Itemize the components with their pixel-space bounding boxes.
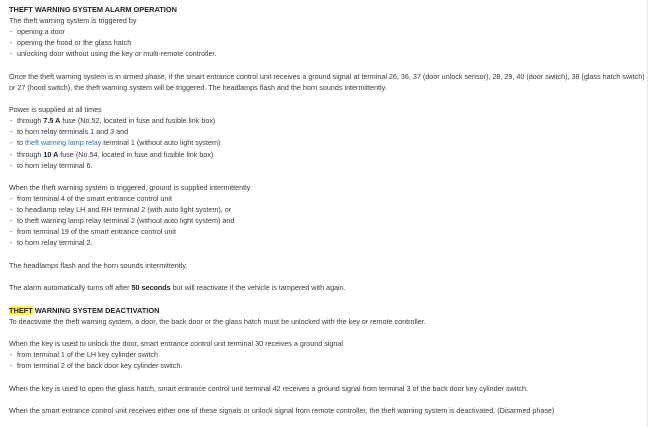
triggered-intro: The theft warning system is triggered by bbox=[9, 16, 137, 25]
bullet-marker: - bbox=[10, 149, 13, 159]
list-item bbox=[9, 160, 645, 171]
bullet-marker: - bbox=[10, 138, 13, 148]
fuse-rating: 7.5 A bbox=[43, 116, 61, 126]
list-item-text: to horn relay terminal 2. bbox=[17, 238, 93, 248]
list-item-text: from terminal 1 of the LH key cylinder switch bbox=[17, 350, 159, 360]
bullet-marker: - bbox=[10, 194, 13, 204]
list-item bbox=[9, 204, 645, 215]
key-unlock-intro: When the key is used to unlock the door, smart entrance control unit terminal 30 receives a ground signal bbox=[9, 339, 344, 349]
document-body bbox=[9, 4, 645, 416]
key-signal-list bbox=[9, 349, 645, 371]
list-item bbox=[9, 360, 645, 371]
highlighted-text: THEFT bbox=[9, 305, 33, 315]
page-edge bbox=[647, 0, 648, 427]
list-item bbox=[9, 237, 645, 248]
bullet-marker: - bbox=[10, 127, 13, 137]
section-title-text: WARNING SYSTEM DEACTIVATION bbox=[32, 305, 160, 315]
bullet-marker: - bbox=[10, 160, 13, 170]
list-item-text: opening a door bbox=[17, 27, 65, 37]
list-item-text: to horn relay terminals 1 and 3 and bbox=[17, 127, 129, 137]
list-item-text: unlocking door without using the key or multi-remote controller. bbox=[17, 49, 217, 59]
list-item-text: to horn relay terminal 6. bbox=[17, 160, 93, 170]
power-intro: Power is supplied at all times bbox=[9, 105, 102, 115]
bullet-marker: - bbox=[10, 116, 13, 126]
list-item-text: from terminal 2 of the back door key cylinder switch. bbox=[17, 361, 183, 371]
list-item bbox=[9, 215, 645, 226]
bullet-marker: - bbox=[10, 216, 13, 226]
list-item bbox=[9, 149, 645, 160]
list-item bbox=[9, 115, 645, 126]
section-title-deactivation bbox=[9, 305, 645, 316]
list-item-text: fuse (No.54, located in fuse and fusible link box) bbox=[58, 149, 214, 159]
section-title-alarm-operation: THEFT WARNING SYSTEM ALARM OPERATION bbox=[9, 5, 177, 14]
auto-off-text: but will reactivate if the vehicle is tampered with again. bbox=[170, 283, 346, 293]
disarmed-paragraph: When the smart entrance control unit receives either one of these signals or unlock signal from remote controller, the theft warning system is deactivated. (Disarmed phase) bbox=[9, 406, 555, 416]
bullet-marker: - bbox=[10, 227, 13, 237]
list-item bbox=[9, 226, 645, 237]
list-item bbox=[9, 26, 645, 37]
list-item bbox=[9, 126, 645, 137]
bullet-marker: - bbox=[10, 27, 13, 37]
list-item-text: to theft warning lamp relay terminal 2 (without auto light system) and bbox=[17, 216, 235, 226]
auto-off-text: The alarm automatically turns off after bbox=[9, 283, 132, 293]
list-item bbox=[9, 349, 645, 360]
bullet-marker: - bbox=[10, 350, 13, 360]
bullet-marker: - bbox=[10, 38, 13, 48]
list-item bbox=[9, 193, 645, 204]
armed-phase-paragraph: Once the theft warning system is in armed phase, if the smart entrance control unit receives a ground signal at terminal 26, 36, 37 (door unlock sensor), 28, 29, 40 (door switch), 38 (glass hatch switch) or 27 (hood switch), the theft warning system will be triggered. The headlamps flash and the horn sounds intermittently. bbox=[9, 71, 645, 92]
list-item-text: terminal 1 (without auto light system) bbox=[101, 138, 221, 148]
list-item-text: to bbox=[17, 138, 25, 148]
flash-paragraph: The headlamps flash and the horn sounds intermittently. bbox=[9, 260, 188, 270]
list-item-text: fuse (No.52, located in fuse and fusible link box) bbox=[60, 116, 216, 126]
bullet-marker: - bbox=[10, 205, 13, 215]
list-item-text: through bbox=[17, 149, 44, 159]
bullet-marker: - bbox=[10, 361, 13, 371]
list-item bbox=[9, 37, 645, 48]
power-list bbox=[9, 115, 645, 170]
auto-off-paragraph bbox=[9, 282, 645, 293]
list-item-text: from terminal 19 of the smart entrance control unit bbox=[17, 227, 176, 237]
theft-warning-lamp-relay-link[interactable]: theft warning lamp relay bbox=[25, 138, 102, 148]
bullet-marker: - bbox=[10, 238, 13, 248]
list-item-text: from terminal 4 of the smart entrance control unit bbox=[17, 194, 172, 204]
list-item-text: opening the hood or the glass hatch bbox=[17, 38, 132, 48]
glass-hatch-paragraph: When the key is used to open the glass hatch, smart entrance control unit terminal 42 receives a ground signal from terminal 3 of the back door key cylinder switch. bbox=[9, 383, 528, 393]
auto-off-duration: 50 seconds bbox=[131, 283, 171, 293]
trigger-list bbox=[9, 26, 645, 59]
ground-intro: When the theft warning system is triggered, ground is supplied intermittently bbox=[9, 183, 251, 193]
bullet-marker: - bbox=[10, 49, 13, 59]
list-item bbox=[9, 137, 645, 148]
list-item-text: through bbox=[17, 116, 44, 126]
fuse-rating: 10 A bbox=[43, 149, 59, 159]
ground-list bbox=[9, 193, 645, 248]
deactivation-intro: To deactivate the theft warning system, a door, the back door or the glass hatch must be unlocked with the key or remote controller. bbox=[9, 316, 426, 326]
list-item-text: to headlamp relay LH and RH terminal 2 (with auto light system), or bbox=[17, 205, 232, 215]
list-item bbox=[9, 48, 645, 59]
